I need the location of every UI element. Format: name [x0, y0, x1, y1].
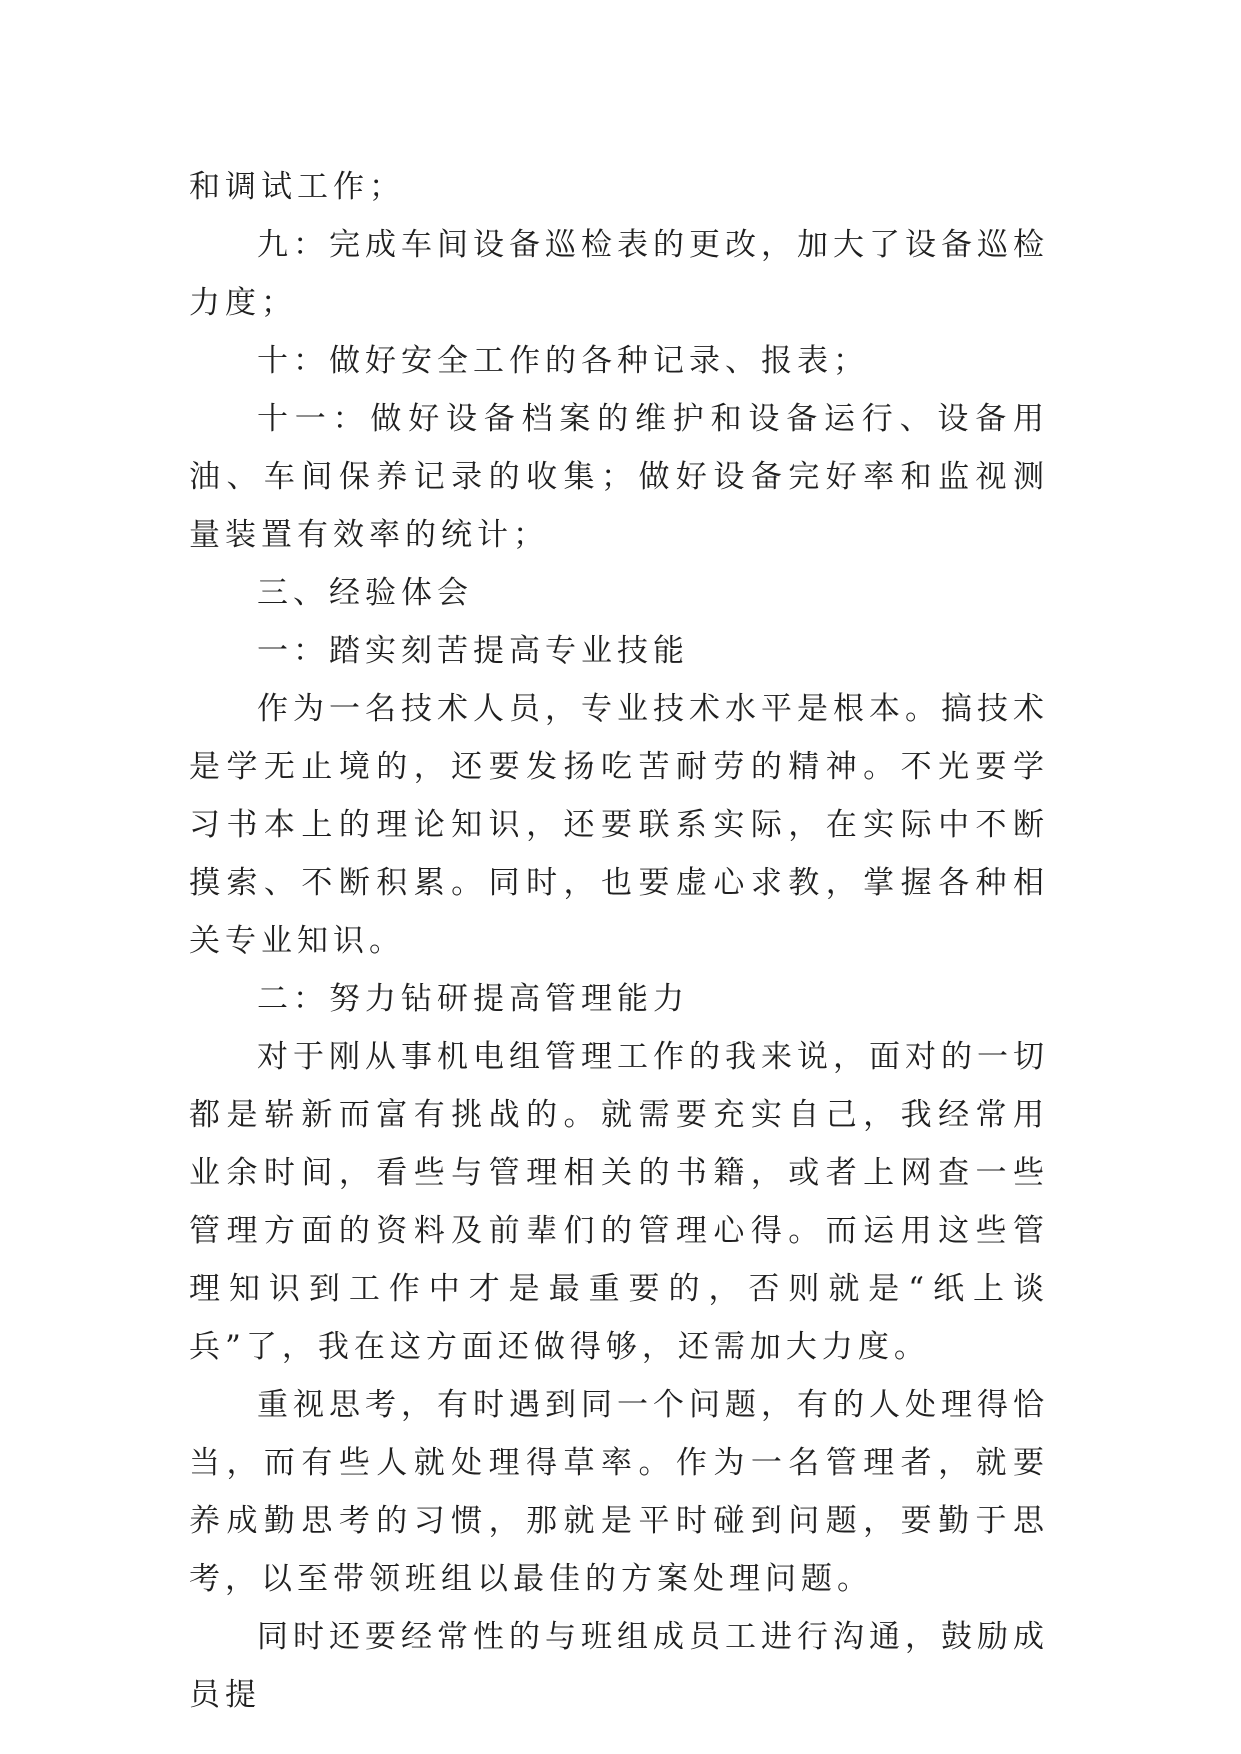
- paragraph: 同时还要经常性的与班组成员工进行沟通，鼓励成员提: [189, 1619, 1049, 1713]
- paragraph: 十一：做好设备档案的维护和设备运行、设备用油、车间保养记录的收集；做好设备完好率和监视测量装置有效率的统计；: [189, 401, 1049, 553]
- document-body: [189, 158, 1049, 1724]
- paragraph: 九：完成车间设备巡检表的更改，加大了设备巡检力度；: [189, 227, 1049, 321]
- paragraph: 对于刚从事机电组管理工作的我来说，面对的一切都是崭新而富有挑战的。就需要充实自己，我经常用业余时间，看些与管理相关的书籍，或者上网查一些管理方面的资料及前辈们的管理心得。而运用这些管理知识到工作中才是最重要的，否则就是“纸上谈兵”了，我在这方面还做得够，还需加大力度。: [189, 1039, 1049, 1365]
- paragraph: 十：做好安全工作的各种记录、报表；: [257, 343, 869, 379]
- subsection-heading: 二：努力钻研提高管理能力: [257, 981, 689, 1017]
- subsection-heading: 一：踏实刻苦提高专业技能: [257, 633, 689, 669]
- paragraph: 和调试工作；: [189, 169, 405, 205]
- section-heading: 三、经验体会: [257, 575, 473, 611]
- paragraph: 重视思考，有时遇到同一个问题，有的人处理得恰当，而有些人就处理得草率。作为一名管理者，就要养成勤思考的习惯，那就是平时碰到问题，要勤于思考，以至带领班组以最佳的方案处理问题。: [189, 1387, 1049, 1597]
- paragraph: 作为一名技术人员，专业技术水平是根本。搞技术是学无止境的，还要发扬吃苦耐劳的精神。不光要学习书本上的理论知识，还要联系实际，在实际中不断摸索、不断积累。同时，也要虚心求教，掌握各种相关专业知识。: [189, 691, 1049, 959]
